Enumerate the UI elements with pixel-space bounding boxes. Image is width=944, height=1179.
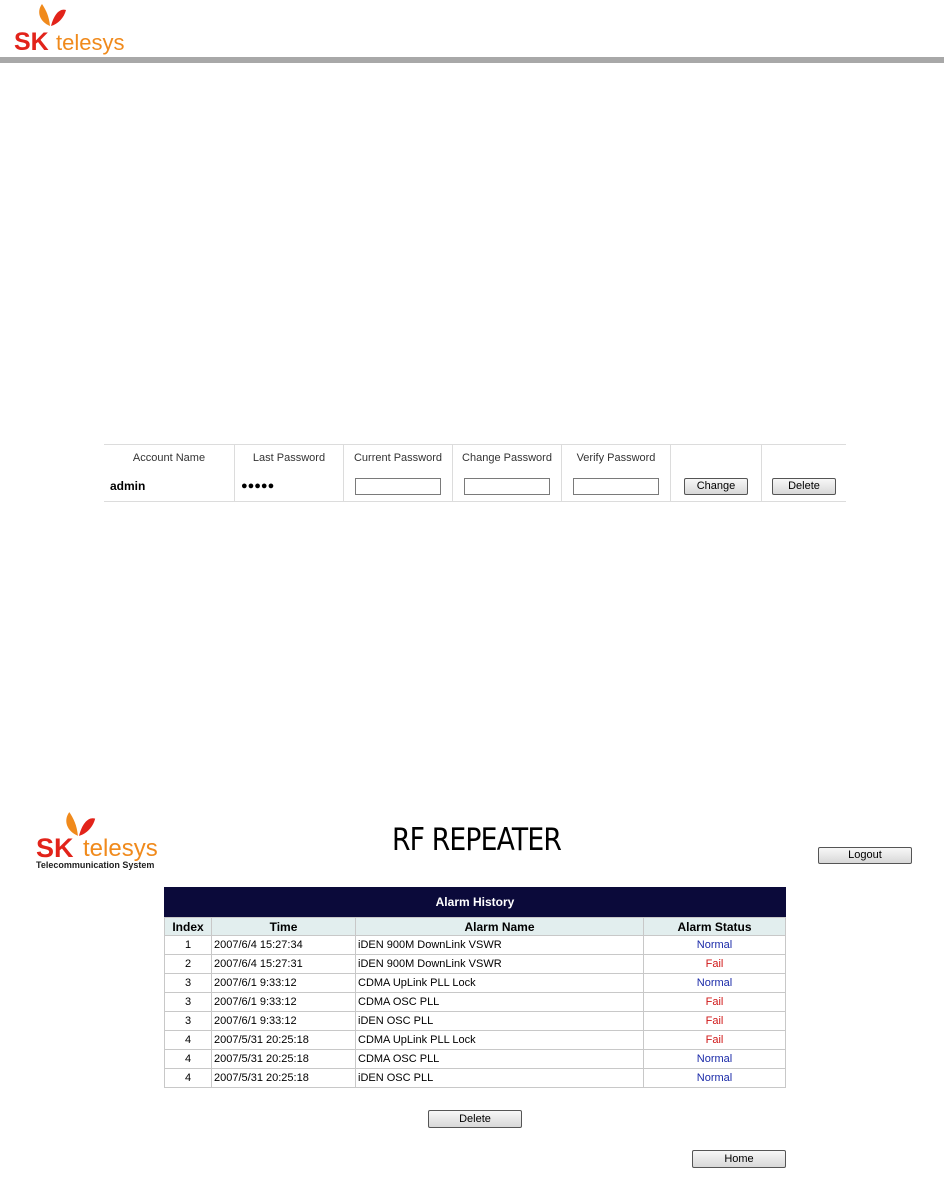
repeater-logo <box>36 810 186 872</box>
logo-subtitle: Telecommunication System <box>36 860 155 870</box>
alarm-index: 3 <box>165 974 212 993</box>
change-password-input[interactable] <box>464 478 550 495</box>
alarm-name: iDEN 900M DownLink VSWR <box>356 955 644 974</box>
alarm-time: 2007/6/1 9:33:12 <box>212 974 356 993</box>
alarm-status: Normal <box>644 974 786 993</box>
logo-telesys-text: telesys <box>56 30 125 55</box>
col-verify-password: Verify Password <box>562 445 671 471</box>
alarm-index: 3 <box>165 993 212 1012</box>
sk-butterfly-logo-icon <box>36 2 66 28</box>
col-account-name: Account Name <box>104 445 235 471</box>
change-button[interactable]: Change <box>684 478 748 495</box>
alarm-index: 3 <box>165 1012 212 1031</box>
alarm-table-header <box>165 918 786 936</box>
col-alarm-name: Alarm Name <box>356 918 644 936</box>
delete-history-button[interactable]: Delete <box>428 1110 522 1128</box>
alarm-name: iDEN 900M DownLink VSWR <box>356 936 644 955</box>
verify-password-input[interactable] <box>573 478 659 495</box>
logo-telesys-text: telesys <box>83 835 158 862</box>
alarm-table-body <box>165 936 786 1088</box>
delete-account-button[interactable]: Delete <box>772 478 836 495</box>
table-row <box>165 1050 786 1069</box>
logout-button[interactable]: Logout <box>818 847 912 864</box>
col-time: Time <box>212 918 356 936</box>
col-delete-action <box>762 445 847 471</box>
alarm-status: Normal <box>644 1050 786 1069</box>
home-button[interactable]: Home <box>692 1150 786 1168</box>
alarm-time: 2007/5/31 20:25:18 <box>212 1050 356 1069</box>
header-divider <box>0 57 944 63</box>
alarm-status: Fail <box>644 1031 786 1050</box>
logo-sk-text: SK <box>36 833 74 863</box>
alarm-time: 2007/5/31 20:25:18 <box>212 1031 356 1050</box>
alarm-status: Fail <box>644 955 786 974</box>
table-row <box>165 955 786 974</box>
table-row <box>165 974 786 993</box>
alarm-time: 2007/6/4 15:27:31 <box>212 955 356 974</box>
alarm-index: 4 <box>165 1050 212 1069</box>
alarm-history-title: Alarm History <box>164 887 786 917</box>
alarm-name: CDMA OSC PLL <box>356 1050 644 1069</box>
alarm-status: Normal <box>644 1069 786 1088</box>
top-logo <box>14 2 144 56</box>
col-index: Index <box>165 918 212 936</box>
verify-password-cell <box>562 471 671 501</box>
table-row <box>165 993 786 1012</box>
col-change-password: Change Password <box>453 445 562 471</box>
change-cell <box>671 471 762 501</box>
alarm-status: Fail <box>644 1012 786 1031</box>
col-current-password: Current Password <box>344 445 453 471</box>
col-alarm-status: Alarm Status <box>644 918 786 936</box>
alarm-history-panel <box>164 887 786 1088</box>
alarm-time: 2007/6/1 9:33:12 <box>212 993 356 1012</box>
alarm-name: CDMA UpLink PLL Lock <box>356 974 644 993</box>
table-row <box>165 1031 786 1050</box>
change-password-cell <box>453 471 562 501</box>
logo-sk-text: SK <box>14 28 49 56</box>
alarm-time: 2007/6/4 15:27:34 <box>212 936 356 955</box>
last-password: ●●●●● <box>235 471 344 501</box>
alarm-name: CDMA UpLink PLL Lock <box>356 1031 644 1050</box>
delete-cell <box>762 471 847 501</box>
table-row <box>165 1069 786 1088</box>
account-table <box>104 444 846 502</box>
account-table-header <box>104 445 846 471</box>
alarm-history-table <box>164 917 786 1088</box>
alarm-index: 1 <box>165 936 212 955</box>
table-row <box>165 1012 786 1031</box>
table-row <box>104 471 846 501</box>
current-password-input[interactable] <box>355 478 441 495</box>
current-password-cell <box>344 471 453 501</box>
alarm-status: Normal <box>644 936 786 955</box>
alarm-time: 2007/6/1 9:33:12 <box>212 1012 356 1031</box>
table-row <box>165 936 786 955</box>
alarm-index: 4 <box>165 1031 212 1050</box>
alarm-time: 2007/5/31 20:25:18 <box>212 1069 356 1088</box>
alarm-name: iDEN OSC PLL <box>356 1069 644 1088</box>
alarm-name: CDMA OSC PLL <box>356 993 644 1012</box>
col-last-password: Last Password <box>235 445 344 471</box>
page-title: RF REPEATER <box>392 822 561 858</box>
alarm-status: Fail <box>644 993 786 1012</box>
alarm-name: iDEN OSC PLL <box>356 1012 644 1031</box>
alarm-index: 2 <box>165 955 212 974</box>
col-change-action <box>671 445 762 471</box>
account-name: admin <box>104 471 235 501</box>
alarm-index: 4 <box>165 1069 212 1088</box>
